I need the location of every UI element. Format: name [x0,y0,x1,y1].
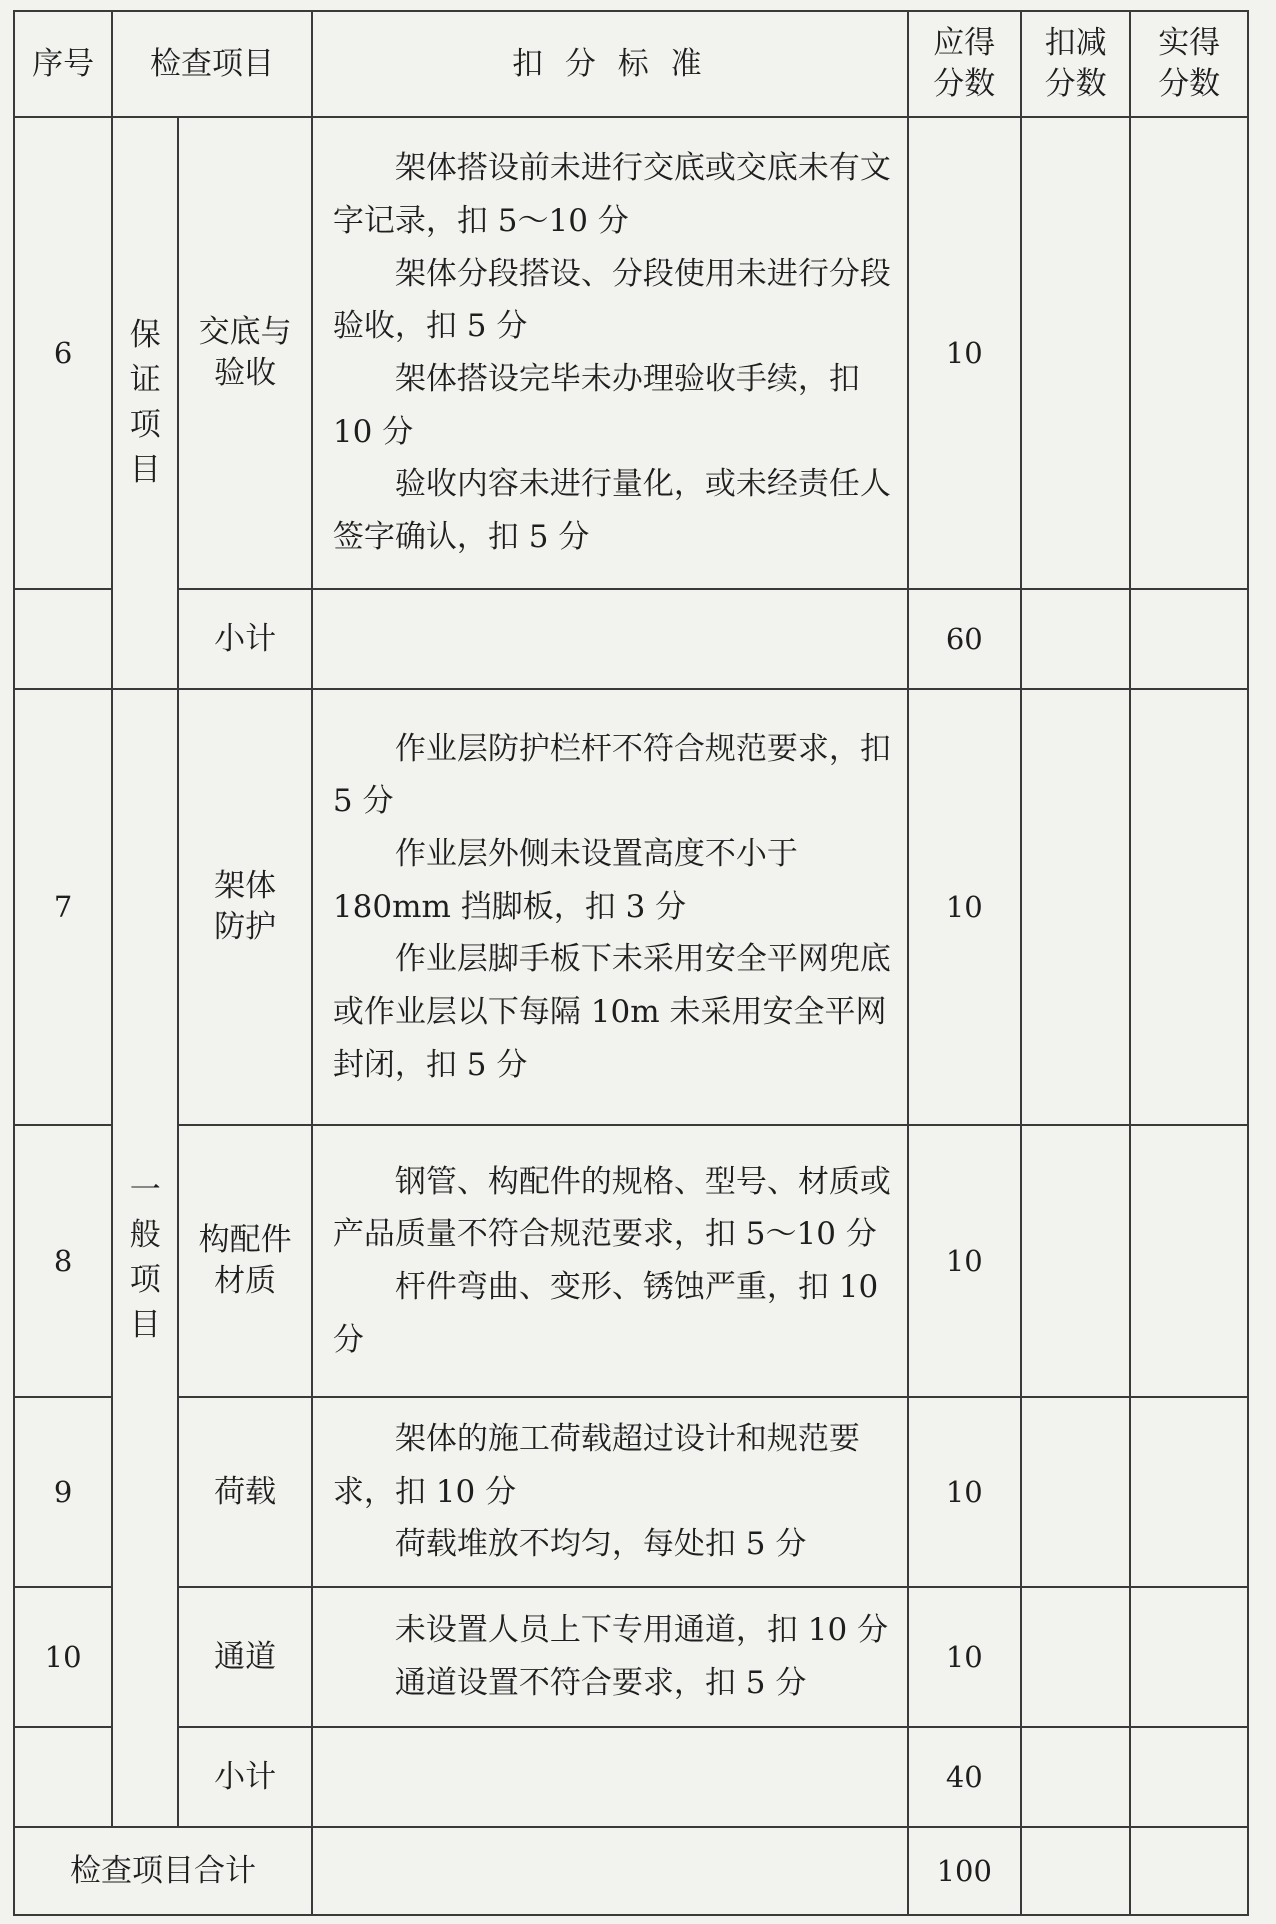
row-due-score: 10 [908,117,1021,589]
item-name-line: 构配件 [198,1222,292,1259]
table-row [14,1587,1248,1727]
row-actual-score [1130,1125,1248,1397]
header-actual-line2: 分数 [1158,66,1221,102]
subtotal-row [14,589,1248,689]
item-name-line: 架体 [214,868,277,905]
row-criteria [312,117,908,589]
row-deduct-score [1021,1397,1131,1587]
row-deduct-score [1021,1125,1131,1397]
row-actual-score [1130,589,1248,689]
row-seq: 10 [14,1587,112,1727]
criteria-line: 钢管、构配件的规格、型号、材质或产品质量不符合规范要求，扣 5～10 分 [332,1163,891,1253]
row-due-score: 60 [908,589,1021,689]
item-name-line: 验收 [214,355,277,391]
row-item-name: 小计 [178,1727,312,1827]
table-row [14,689,1248,1125]
header-deduct-line2: 分数 [1044,66,1107,102]
subtotal-row [14,1727,1248,1827]
header-item: 检查项目 [112,11,312,117]
criteria-line: 通道设置不符合要求，扣 5 分 [394,1665,807,1701]
row-seq [14,589,112,689]
total-actual-score [1130,1827,1248,1915]
group-char: 项 [129,1262,161,1298]
row-deduct-score [1021,589,1131,689]
criteria-line: 杆件弯曲、变形、锈蚀严重，扣 10 分 [332,1269,879,1358]
row-actual-score [1130,1727,1248,1827]
row-actual-score [1130,1587,1248,1727]
row-seq: 7 [14,689,112,1125]
header-row [14,11,1248,117]
row-deduct-score [1021,1587,1131,1727]
row-actual-score [1130,1397,1248,1587]
total-label: 检查项目合计 [14,1827,312,1915]
row-seq: 6 [14,117,112,589]
row-criteria [312,689,908,1125]
row-due-score: 40 [908,1727,1021,1827]
row-criteria [312,1727,908,1827]
row-actual-score [1130,689,1248,1125]
header-actual-score [1130,11,1248,117]
header-deduct-line1: 扣减 [1044,25,1107,62]
row-criteria [312,1397,908,1587]
row-criteria [312,1125,908,1397]
row-item-name: 通道 [178,1587,312,1727]
criteria-line: 架体搭设前未进行交底或交底未有文字记录，扣 5～10 分 [332,150,891,239]
criteria-line: 作业层外侧未设置高度不小于 180mm 挡脚板，扣 3 分 [332,835,798,925]
total-deduct-score [1021,1827,1131,1915]
table-row [14,1397,1248,1587]
total-due-score: 100 [908,1827,1021,1915]
criteria-line: 未设置人员上下专用通道，扣 10 分 [394,1612,889,1649]
row-item-name [178,117,312,589]
header-due-line2: 分数 [933,66,996,102]
header-due-line1: 应得 [933,25,996,62]
header-due-score [908,11,1021,117]
criteria-line: 验收内容未进行量化，或未经责任人签字确认，扣 5 分 [332,466,891,556]
row-deduct-score [1021,1727,1131,1827]
row-deduct-score [1021,689,1131,1125]
row-due-score: 10 [908,689,1021,1125]
header-actual-line1: 实得 [1158,25,1221,62]
row-seq [14,1727,112,1827]
row-due-score: 10 [908,1125,1021,1397]
item-name-line: 防护 [214,909,277,945]
group-char: 般 [129,1217,161,1254]
criteria-line: 架体分段搭设、分段使用未进行分段验收，扣 5 分 [332,255,891,345]
row-item-name [178,1125,312,1397]
total-row [14,1827,1248,1915]
row-seq: 9 [14,1397,112,1587]
criteria-line: 架体的施工荷载超过设计和规范要求，扣 10 分 [332,1420,860,1510]
group-char: 一 [129,1172,161,1209]
header-seq: 序号 [14,11,112,117]
group-char: 证 [129,362,161,399]
header-deduct-score [1021,11,1131,117]
item-name-line: 交底与 [198,314,292,351]
deduction-table [13,10,1249,1916]
criteria-line: 作业层防护栏杆不符合规范要求，扣 5 分 [332,730,891,820]
row-item-name: 小计 [178,589,312,689]
row-criteria [312,1587,908,1727]
row-criteria [312,589,908,689]
header-criteria: 扣 分 标 准 [312,11,908,117]
row-due-score: 10 [908,1397,1021,1587]
row-seq: 8 [14,1125,112,1397]
row-deduct-score [1021,117,1131,589]
row-criteria [312,1827,908,1915]
item-name-line: 材质 [214,1263,277,1299]
row-item-name [178,689,312,1125]
group-guaranteed [112,117,178,689]
group-char: 项 [129,407,161,443]
criteria-line: 架体搭设完毕未办理验收手续，扣 10 分 [332,361,860,450]
table-row [14,117,1248,589]
group-char: 保 [129,317,161,354]
table-row [14,1125,1248,1397]
criteria-line: 作业层脚手板下未采用安全平网兜底或作业层以下每隔 10m 未采用安全平网封闭，扣 5 分 [332,941,891,1083]
group-char: 目 [129,1306,161,1343]
group-char: 目 [129,451,161,488]
criteria-line: 荷载堆放不均匀，每处扣 5 分 [394,1526,807,1563]
row-due-score: 10 [908,1587,1021,1727]
row-item-name: 荷载 [178,1397,312,1587]
row-actual-score [1130,117,1248,589]
group-general [112,689,178,1827]
